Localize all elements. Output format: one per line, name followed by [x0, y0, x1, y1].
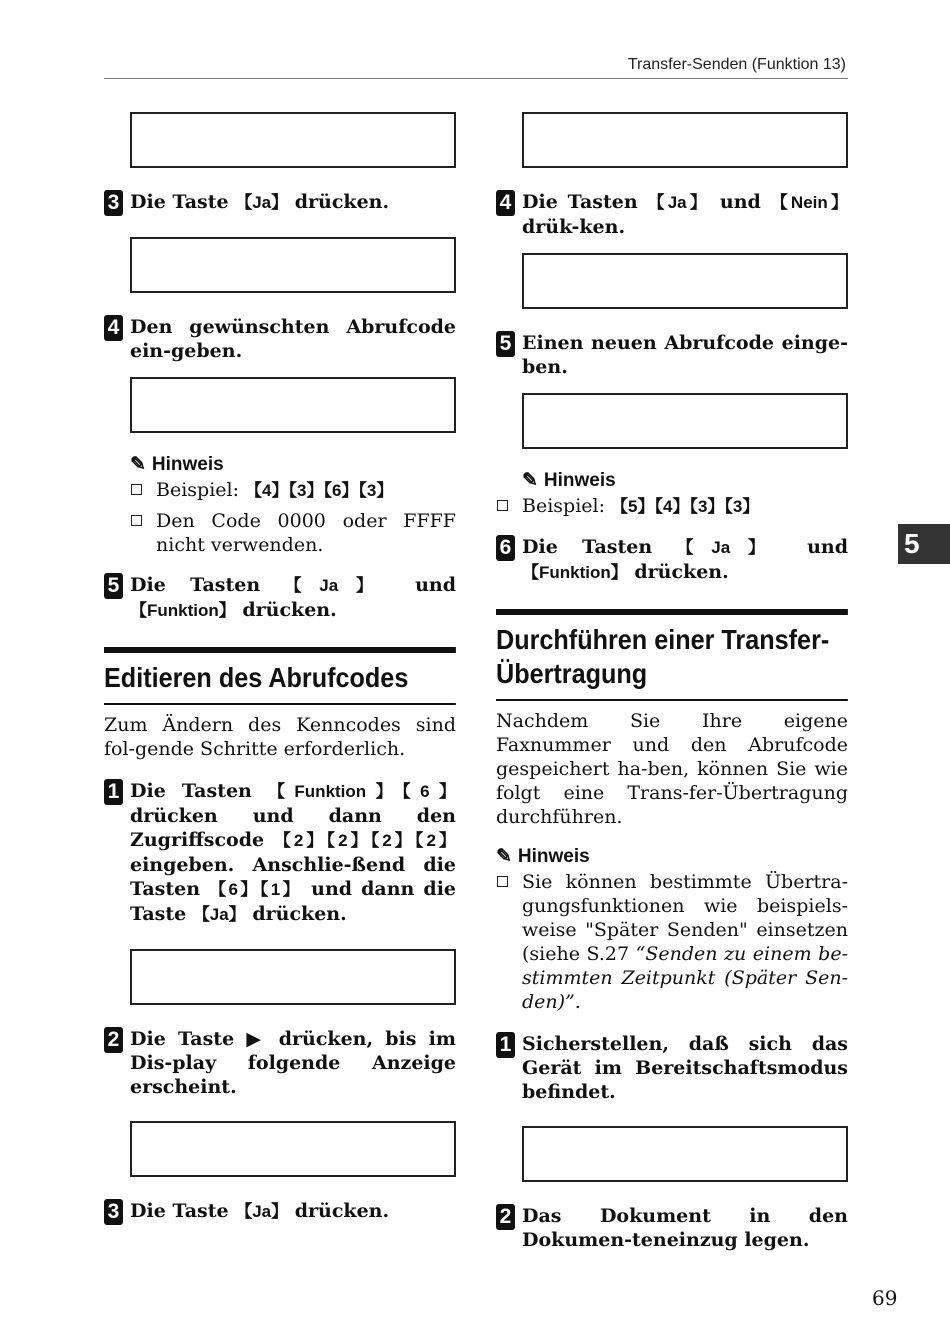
checkbox-icon — [131, 515, 142, 526]
lcd-display — [522, 253, 848, 309]
section-heading: Durchführen einer Transfer-Übertragung — [496, 609, 848, 701]
step-number: 3 — [104, 1199, 123, 1225]
step-6: 6 Die Tasten 【Ja】 und 【Funktion】 drücken. — [496, 535, 848, 585]
step-5: 5 Die Tasten 【Ja】 und 【Funktion】 drücken. — [104, 573, 456, 623]
hint-heading: ✎ Hinweis — [130, 453, 224, 475]
step-number: 2 — [104, 1027, 123, 1053]
section-heading: Editieren des Abrufcodes — [104, 647, 456, 705]
step-number: 1 — [496, 1032, 515, 1058]
right-column — [496, 112, 848, 1252]
step-2: 2 Die Taste ▶ drücken, bis im Dis-play folgende Anzeige erscheint. — [104, 1027, 456, 1099]
step-number: 6 — [496, 535, 515, 561]
running-header: Transfer-Senden (Funktion 13) — [627, 56, 846, 73]
left-column — [104, 112, 456, 1224]
chapter-tab: 5 — [898, 524, 950, 564]
step-3b: 3 Die Taste 【Ja】 drücken. — [104, 1199, 456, 1224]
pencil-icon: ✎ — [130, 454, 146, 475]
step-number: 1 — [104, 779, 123, 805]
page-number: 69 — [872, 1286, 898, 1310]
step-number: 5 — [496, 331, 515, 357]
pencil-icon: ✎ — [522, 470, 538, 491]
pencil-icon: ✎ — [496, 846, 512, 867]
checkbox-icon — [497, 500, 508, 511]
hint-heading: ✎ Hinweis — [522, 469, 616, 491]
hint-heading: ✎ Hinweis — [496, 845, 590, 867]
lcd-display — [522, 393, 848, 449]
hint-item: Beispiel: 【4】【3】【6】【3】 — [104, 478, 456, 503]
step-number: 4 — [496, 190, 515, 216]
step-2: 2 Das Dokument in den Dokumen-teneinzug legen. — [496, 1204, 848, 1252]
step-4: 4 Die Tasten 【Ja】 und 【Nein】 drük-ken. — [496, 190, 848, 239]
hint-item: Sie können bestimmte Übertra-gungsfunktionen wie beispiels-weise "Später Senden" einsetzen (siehe S.27 “Senden zu einem be-stimmten Zeitpunkt (Später Sen-den)”. — [496, 870, 848, 1014]
lcd-display — [130, 237, 456, 293]
step-number: 2 — [496, 1204, 515, 1230]
step-5: 5 Einen neuen Abrufcode einge-ben. — [496, 331, 848, 379]
lcd-display — [522, 1126, 848, 1182]
header-rule — [104, 78, 848, 79]
step-number: 4 — [104, 315, 123, 341]
lcd-display — [130, 377, 456, 433]
lcd-display — [130, 112, 456, 168]
intro-paragraph: Nachdem Sie Ihre eigene Faxnummer und den Abrufcode gespeichert ha-ben, können Sie wie folgt eine Trans-fer-Übertragung durchführen. — [496, 710, 848, 828]
checkbox-icon — [131, 484, 142, 495]
step-4: 4 Den gewünschten Abrufcode ein-geben. — [104, 315, 456, 363]
checkbox-icon — [497, 876, 508, 887]
step-number: 5 — [104, 573, 123, 599]
lcd-display — [522, 112, 848, 168]
lcd-display — [130, 1121, 456, 1177]
key-label: 【Ja】 — [235, 193, 289, 212]
step-number: 3 — [104, 190, 123, 216]
hint-item: Den Code 0000 oder FFFF nicht verwenden. — [104, 509, 456, 557]
lcd-display — [130, 949, 456, 1005]
step-1: 1 Die Tasten 【Funktion】【6】 drücken und dann den Zugriffscode 【2】【2】【2】【2】 eingeben. Anschlie-ßend die Tasten 【6】【1】 und dann die Taste 【Ja】 drücken. — [104, 779, 456, 927]
intro-paragraph: Zum Ändern des Kenncodes sind fol-gende Schritte erforderlich. — [104, 714, 456, 760]
step-1: 1 Sicherstellen, daß sich das Gerät im Bereitschaftsmodus befindet. — [496, 1032, 848, 1104]
step-3: 3 Die Taste 【Ja】 drücken. — [104, 190, 456, 215]
hint-item: Beispiel: 【5】【4】【3】【3】 — [496, 494, 848, 519]
